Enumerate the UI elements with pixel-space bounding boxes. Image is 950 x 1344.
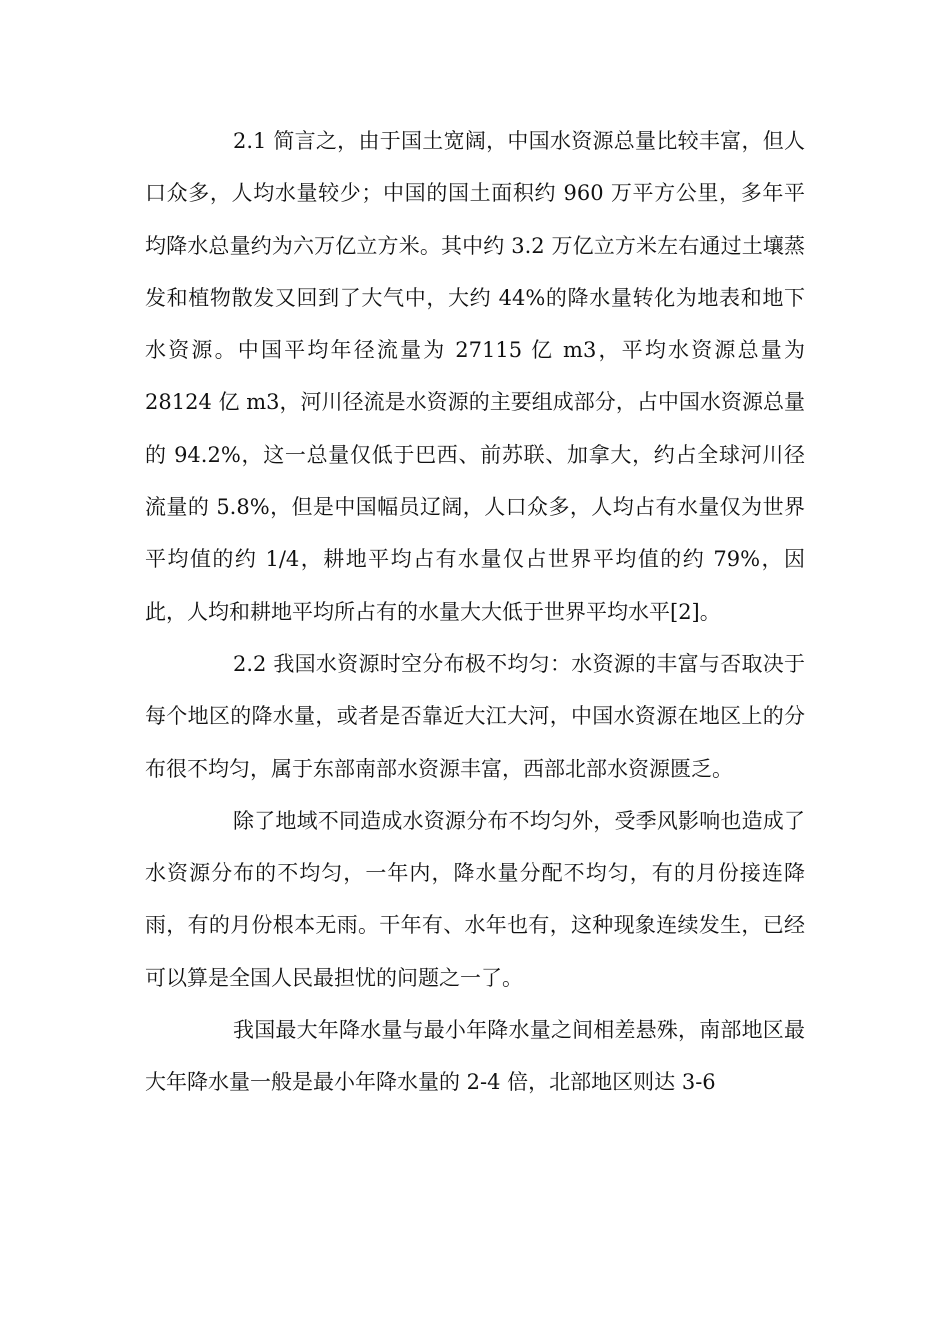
paragraph-seasonal-distribution: 除了地域不同造成水资源分布不均匀外，受季风影响也造成了水资源分布的不均匀，一年内，降水量分配不均匀，有的月份接连降雨，有的月份根本无雨。干年有、水年也有，这种现象连续发生，已经可以算是全国人民最担忧的问题之一了。 — [145, 808, 805, 990]
paragraph-spatial-distribution: 2.2 我国水资源时空分布极不均匀：水资源的丰富与否取决于每个地区的降水量，或者是否靠近大江大河，中国水资源在地区上的分布很不均匀，属于东部南部水资源丰富，西部北部水资源匮乏。 — [145, 651, 805, 781]
paragraph-annual-precipitation-variance: 我国最大年降水量与最小年降水量之间相差悬殊，南部地区最大年降水量一般是最小年降水量的 2-4 倍，北部地区则达 3-6 — [145, 1018, 805, 1095]
paragraph-water-resources-overview: 2.1 简言之，由于国土宽阔，中国水资源总量比较丰富，但人口众多，人均水量较少；中国的国土面积约 960 万平方公里，多年平均降水总量约为六万亿立方米。其中约 3.2 万亿立方米左右通过土壤蒸发和植物散发又回到了大气中，大约 44%的降水量转化为地表和地下水资源。中国平均年径流量为 27115 亿 m3，平均水资源总量为 28124 亿 m3，河川径流是水资源的主要组成部分，占中国水资源总量的 94.2%，这一总量仅低于巴西、前苏联、加拿大，约占全球河川径流量的 5.8%，但是中国幅员辽阔，人口众多，人均占有水量仅为世界平均值的约 1/4，耕地平均占有水量仅占世界平均值的约 79%，因此，人均和耕地平均所占有的水量大大低于世界平均水平[2]。 — [145, 129, 805, 624]
document-body — [145, 115, 805, 1109]
